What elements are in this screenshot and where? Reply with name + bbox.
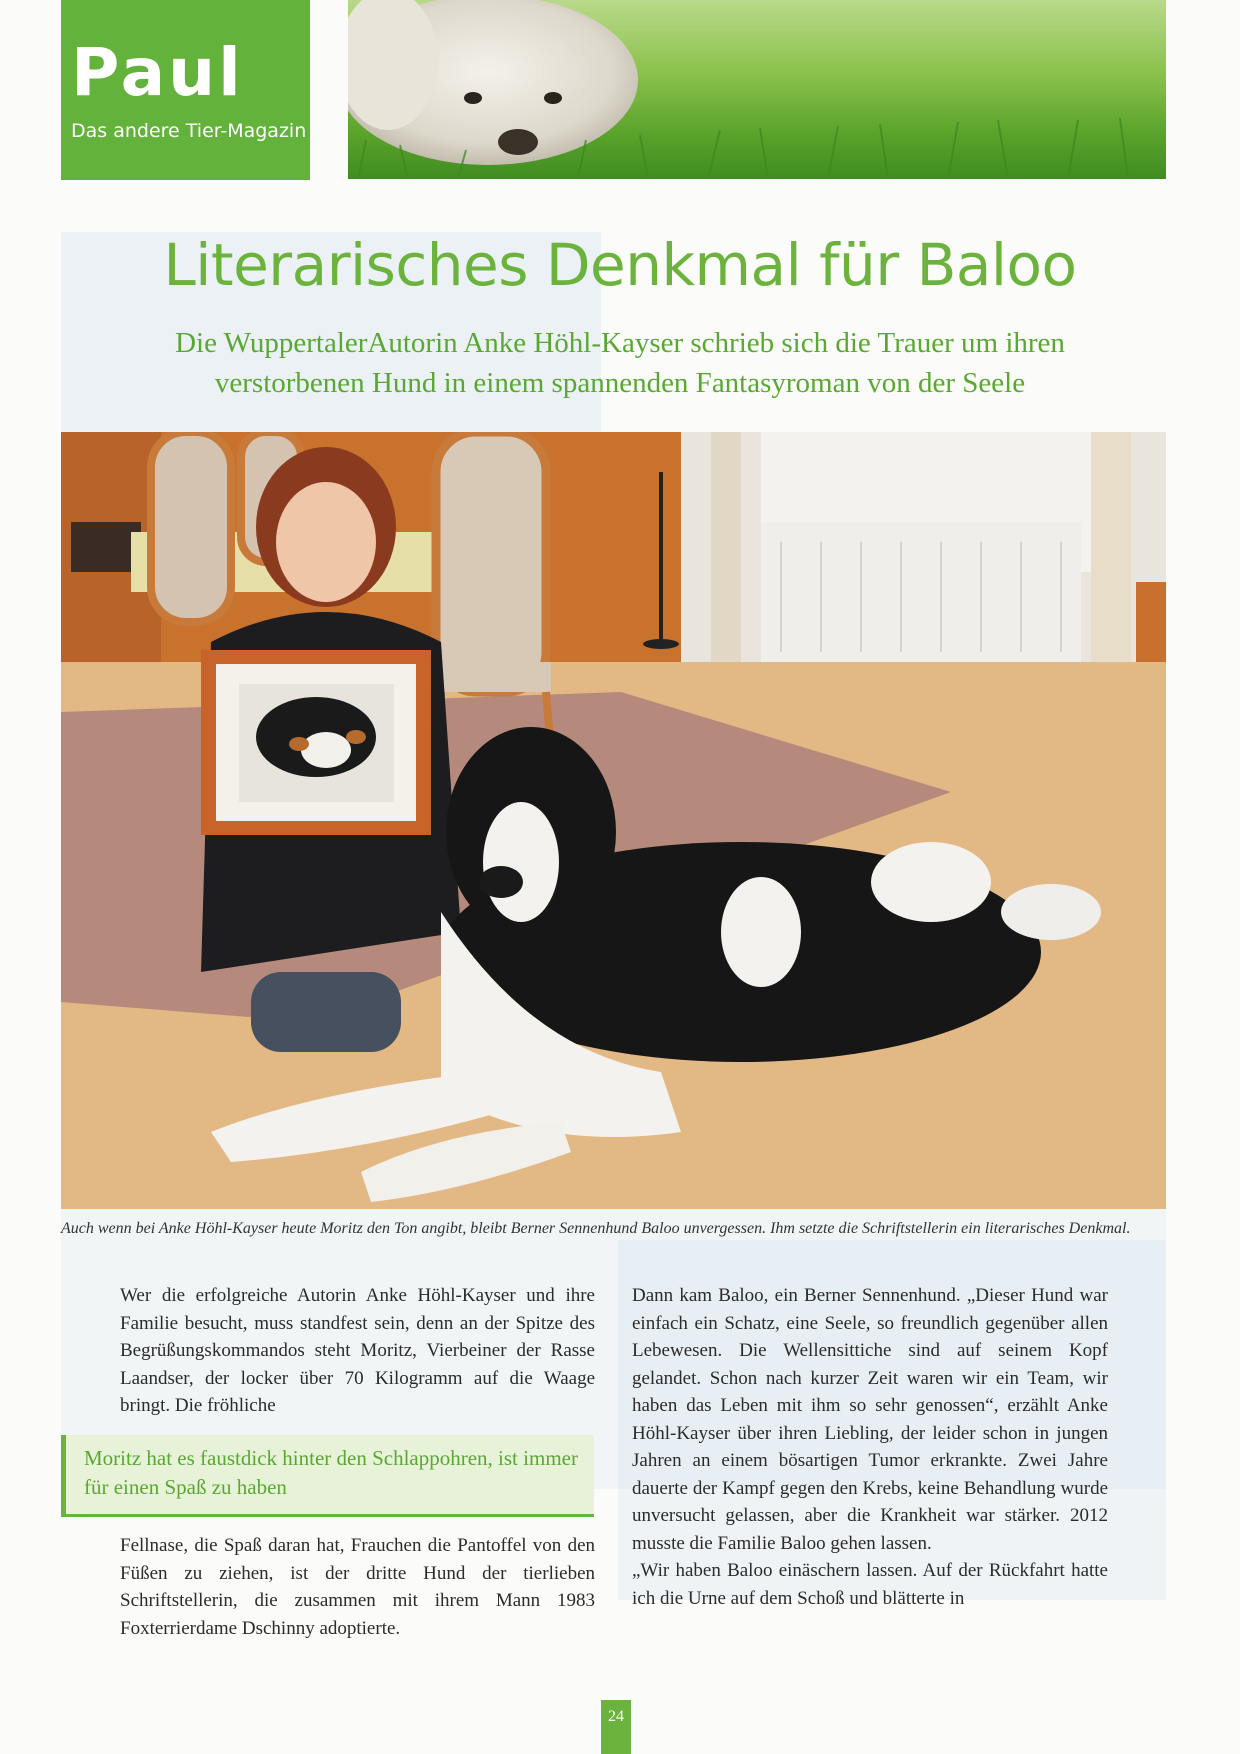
magazine-logo <box>61 0 310 180</box>
subtitle-line: Die WuppertalerAutorin Anke Höhl-Kayser schrieb sich die Trauer um ihren <box>175 327 1065 359</box>
main-photo <box>61 432 1166 1209</box>
photo-caption: Auch wenn bei Anke Höhl-Kayser heute Moritz den Ton angibt, bleibt Berner Sennenhund Baloo unvergessen. Ihm setzte die Schriftstellerin ein literarisches Denkmal. <box>61 1220 1131 1237</box>
pull-quote-box <box>61 1435 594 1517</box>
subtitle-line: verstorbenen Hund in einem spannenden Fantasyroman von der Seele <box>214 367 1026 399</box>
logo-tagline: Das andere Tier-Magazin <box>71 120 307 142</box>
author-with-dog-image <box>61 432 1166 1209</box>
page-number: 24 <box>601 1700 631 1754</box>
column-left-top <box>120 1282 595 1420</box>
paragraph: Wer die erfolgreiche Autorin Anke Höhl-Kayser und ihre Familie besucht, muss standfest sein, denn an der Spitze des Begrüßungskommandos steht Moritz, Vierbeiner der Rasse Laandser, der locker über 70 Kilogramm auf die Waage bringt. Die fröhliche <box>120 1285 595 1416</box>
paragraph: Dann kam Baloo, ein Berner Sennenhund. „Dieser Hund war einfach ein Schatz, eine Seele, so freundlich gegenüber allen Lebewesen. Die Wellensittiche sind auf seinem Kopf gelandet. Schon nach kurzer Zeit waren wir ein Team, wir haben das Leben mit ihm so sehr genossen“, erzählt Anke Höhl-Kayser über ihren Liebling, der leider schon in jungen Jahren an einem bösartigen Tumor erkrankte. Zwei Jahre dauerte der Kampf gegen den Krebs, keine Behandlung wurde unversucht gelassen, aber die Krankheit war stärker. 2012 musste die Familie Baloo gehen lassen. <box>632 1285 1108 1554</box>
header-banner-photo <box>348 0 1166 179</box>
pull-quote: Moritz hat es faustdick hinter den Schlappohren, ist immer für einen Spaß zu haben <box>84 1446 578 1499</box>
article-title: Literarisches Denkmal für Baloo <box>163 231 1077 299</box>
column-left-bottom <box>120 1532 595 1642</box>
logo-name: Paul <box>71 34 244 111</box>
puppy-in-grass-image <box>348 0 1166 179</box>
article-subtitle <box>60 323 1180 403</box>
column-right <box>632 1282 1108 1612</box>
paragraph: „Wir haben Baloo einäschern lassen. Auf der Rückfahrt hatte ich die Urne auf dem Schoß und blätterte in <box>632 1560 1108 1609</box>
paragraph: Fellnase, die Spaß daran hat, Frauchen die Pantoffel von den Füßen zu ziehen, ist der dritte Hund der tierlieben Schriftstellerin, die zusammen mit ihrem Mann 1983 Foxterrierdame Dschinny adoptierte. <box>120 1535 595 1639</box>
